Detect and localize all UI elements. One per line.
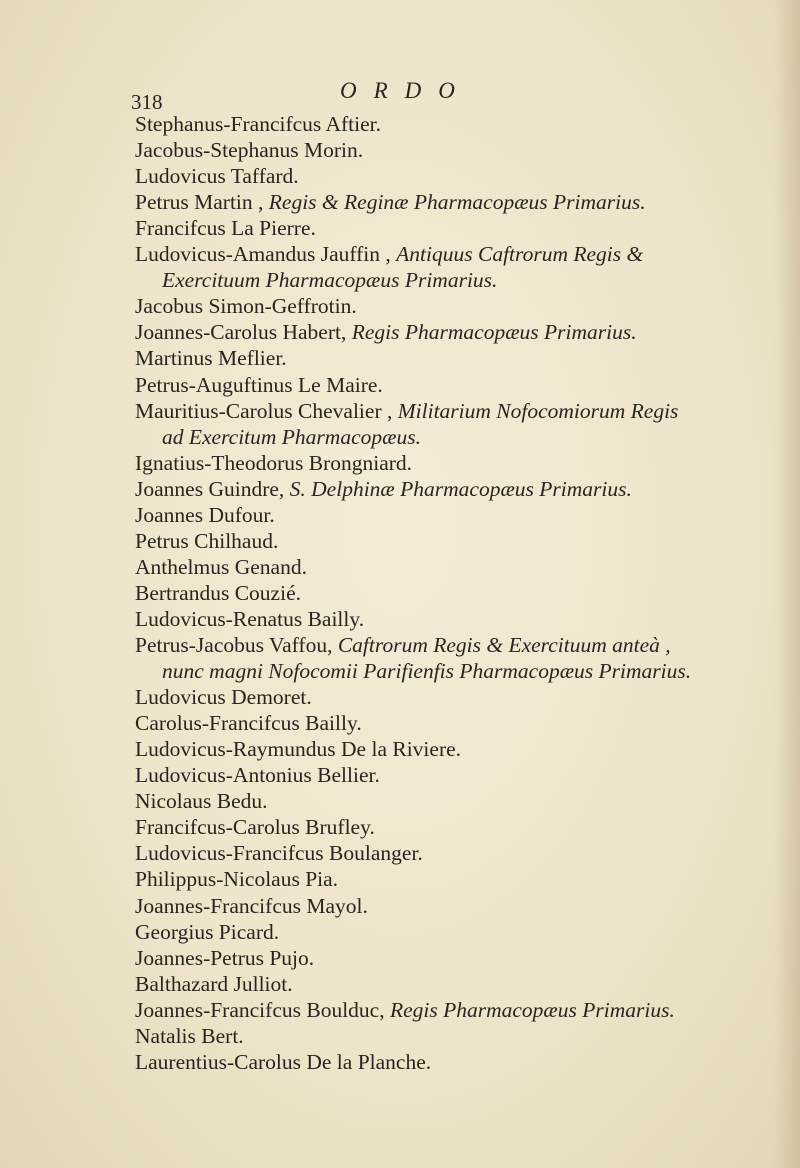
entry-line — [135, 1024, 244, 1048]
entry-name: Mauritius-Carolus Chevalier , — [135, 398, 398, 423]
entry-name: Balthazard Julliot. — [135, 971, 293, 996]
entry-role: Militarium Nofocomiorum Regis — [397, 398, 679, 423]
entry-line — [135, 1050, 431, 1074]
entry-line — [135, 920, 279, 944]
entry-line — [135, 373, 383, 397]
entry-name: Petrus-Jacobus Vaffou, — [135, 633, 338, 657]
entry-line — [135, 946, 314, 970]
entry-name: Natalis Bert. — [135, 1023, 244, 1048]
entry-name: Ludovicus-Antonius Bellier. — [135, 763, 380, 788]
entry-name: Laurentius-Carolus De la Planche. — [135, 1049, 432, 1074]
entry-role: Exercituum Pharmacopæus Primarius. — [162, 268, 498, 293]
entry-name: Ludovicus Taffard. — [135, 164, 299, 189]
entry-line — [135, 789, 268, 813]
entry-name: Philippus-Nicolaus Pia. — [135, 867, 339, 892]
entry-name: Joannes-Petrus Pujo. — [135, 945, 315, 970]
entry-line — [135, 399, 678, 423]
entry-name: Joannes Dufour. — [135, 502, 275, 527]
entry-role: nunc magni Nofocomii Parifienfis Pharmacopæus Primarius. — [162, 659, 692, 684]
entry-line — [135, 346, 287, 370]
entry-name: Ludovicus-Francifcus Boulanger. — [135, 841, 423, 866]
entry-name: Petrus Martin , — [135, 190, 269, 215]
entry-line — [135, 451, 412, 475]
entry-name: Joannes Guindre, — [135, 476, 290, 501]
entry-role: Caftrorum Regis & Exercituum anteà , — [337, 633, 671, 657]
entry-line — [135, 320, 637, 344]
entry-name: Petrus-Auguftinus Le Maire. — [135, 372, 383, 397]
entry-name: Joannes-Francifcus Mayol. — [135, 893, 368, 918]
entry-name: Petrus Chilhaud. — [135, 528, 279, 553]
entry-line — [135, 294, 357, 318]
entry-line — [162, 659, 691, 683]
page-edge-shadow — [774, 0, 800, 1168]
entry-line — [135, 503, 275, 527]
entry-role: ad Exercitum Pharmacopæus. — [162, 424, 421, 449]
entry-name: Stephanus-Francifcus Aftier. — [135, 112, 382, 136]
entry-name: Jacobus-Stephanus Morin. — [135, 138, 364, 163]
entry-line — [135, 555, 307, 579]
entry-line — [135, 711, 362, 735]
entry-line — [135, 841, 423, 865]
entry-line — [135, 972, 293, 996]
entry-name: Martinus Meflier. — [135, 346, 287, 371]
entry-name: Francifcus-Carolus Brufley. — [135, 815, 375, 840]
entry-line — [135, 138, 363, 162]
entry-line — [135, 998, 675, 1022]
entry-name: Bertrandus Couzié. — [135, 580, 301, 605]
entry-name: Ludovicus-Renatus Bailly. — [135, 606, 365, 631]
entry-name: Anthelmus Genand. — [135, 554, 307, 579]
entry-line — [135, 685, 312, 709]
entry-line — [135, 607, 364, 631]
entry-line — [135, 477, 632, 501]
entry-name: Ludovicus Demoret. — [135, 685, 312, 710]
entry-line — [135, 737, 461, 761]
entry-name: Jacobus Simon-Geffrotin. — [135, 294, 357, 319]
entry-line — [135, 164, 299, 188]
entry-line — [135, 581, 301, 605]
entry-line — [135, 242, 643, 266]
entry-line — [135, 763, 380, 787]
entry-name: Joannes-Francifcus Boulduc, — [135, 997, 390, 1022]
entry-role: Antiquus Caftrorum Regis & — [396, 242, 644, 267]
entry-name: Francifcus La Pierre. — [135, 216, 316, 241]
entry-name: Carolus-Francifcus Bailly. — [135, 711, 362, 736]
entry-line — [135, 815, 375, 839]
entry-line — [135, 216, 316, 240]
entry-role: Regis & Reginæ Pharmacopæus Primarius. — [268, 190, 646, 215]
page-number: 318 — [131, 90, 163, 114]
entry-name: Ludovicus-Amandus Jauffin , — [135, 242, 397, 267]
entry-role: Regis Pharmacopæus Primarius. — [351, 320, 637, 345]
entry-line — [135, 190, 646, 214]
entry-line — [162, 425, 421, 449]
entry-name: Nicolaus Bedu. — [135, 789, 268, 814]
entry-name: Ignatius-Theodorus Brongniard. — [135, 450, 413, 475]
entry-name: Joannes-Carolus Habert, — [135, 320, 352, 345]
entry-line — [135, 867, 338, 891]
entry-line — [135, 633, 671, 657]
entry-line — [135, 112, 381, 136]
running-head: ORDO — [340, 78, 472, 103]
entry-line — [135, 894, 368, 918]
entry-role: S. Delphinæ Pharmacopæus Primarius. — [289, 476, 632, 501]
entry-name: Georgius Picard. — [135, 919, 280, 944]
entry-name: Ludovicus-Raymundus De la Riviere. — [135, 737, 462, 762]
entry-line — [135, 529, 278, 553]
entry-line — [162, 268, 497, 292]
entry-role: Regis Pharmacopæus Primarius. — [389, 997, 675, 1022]
